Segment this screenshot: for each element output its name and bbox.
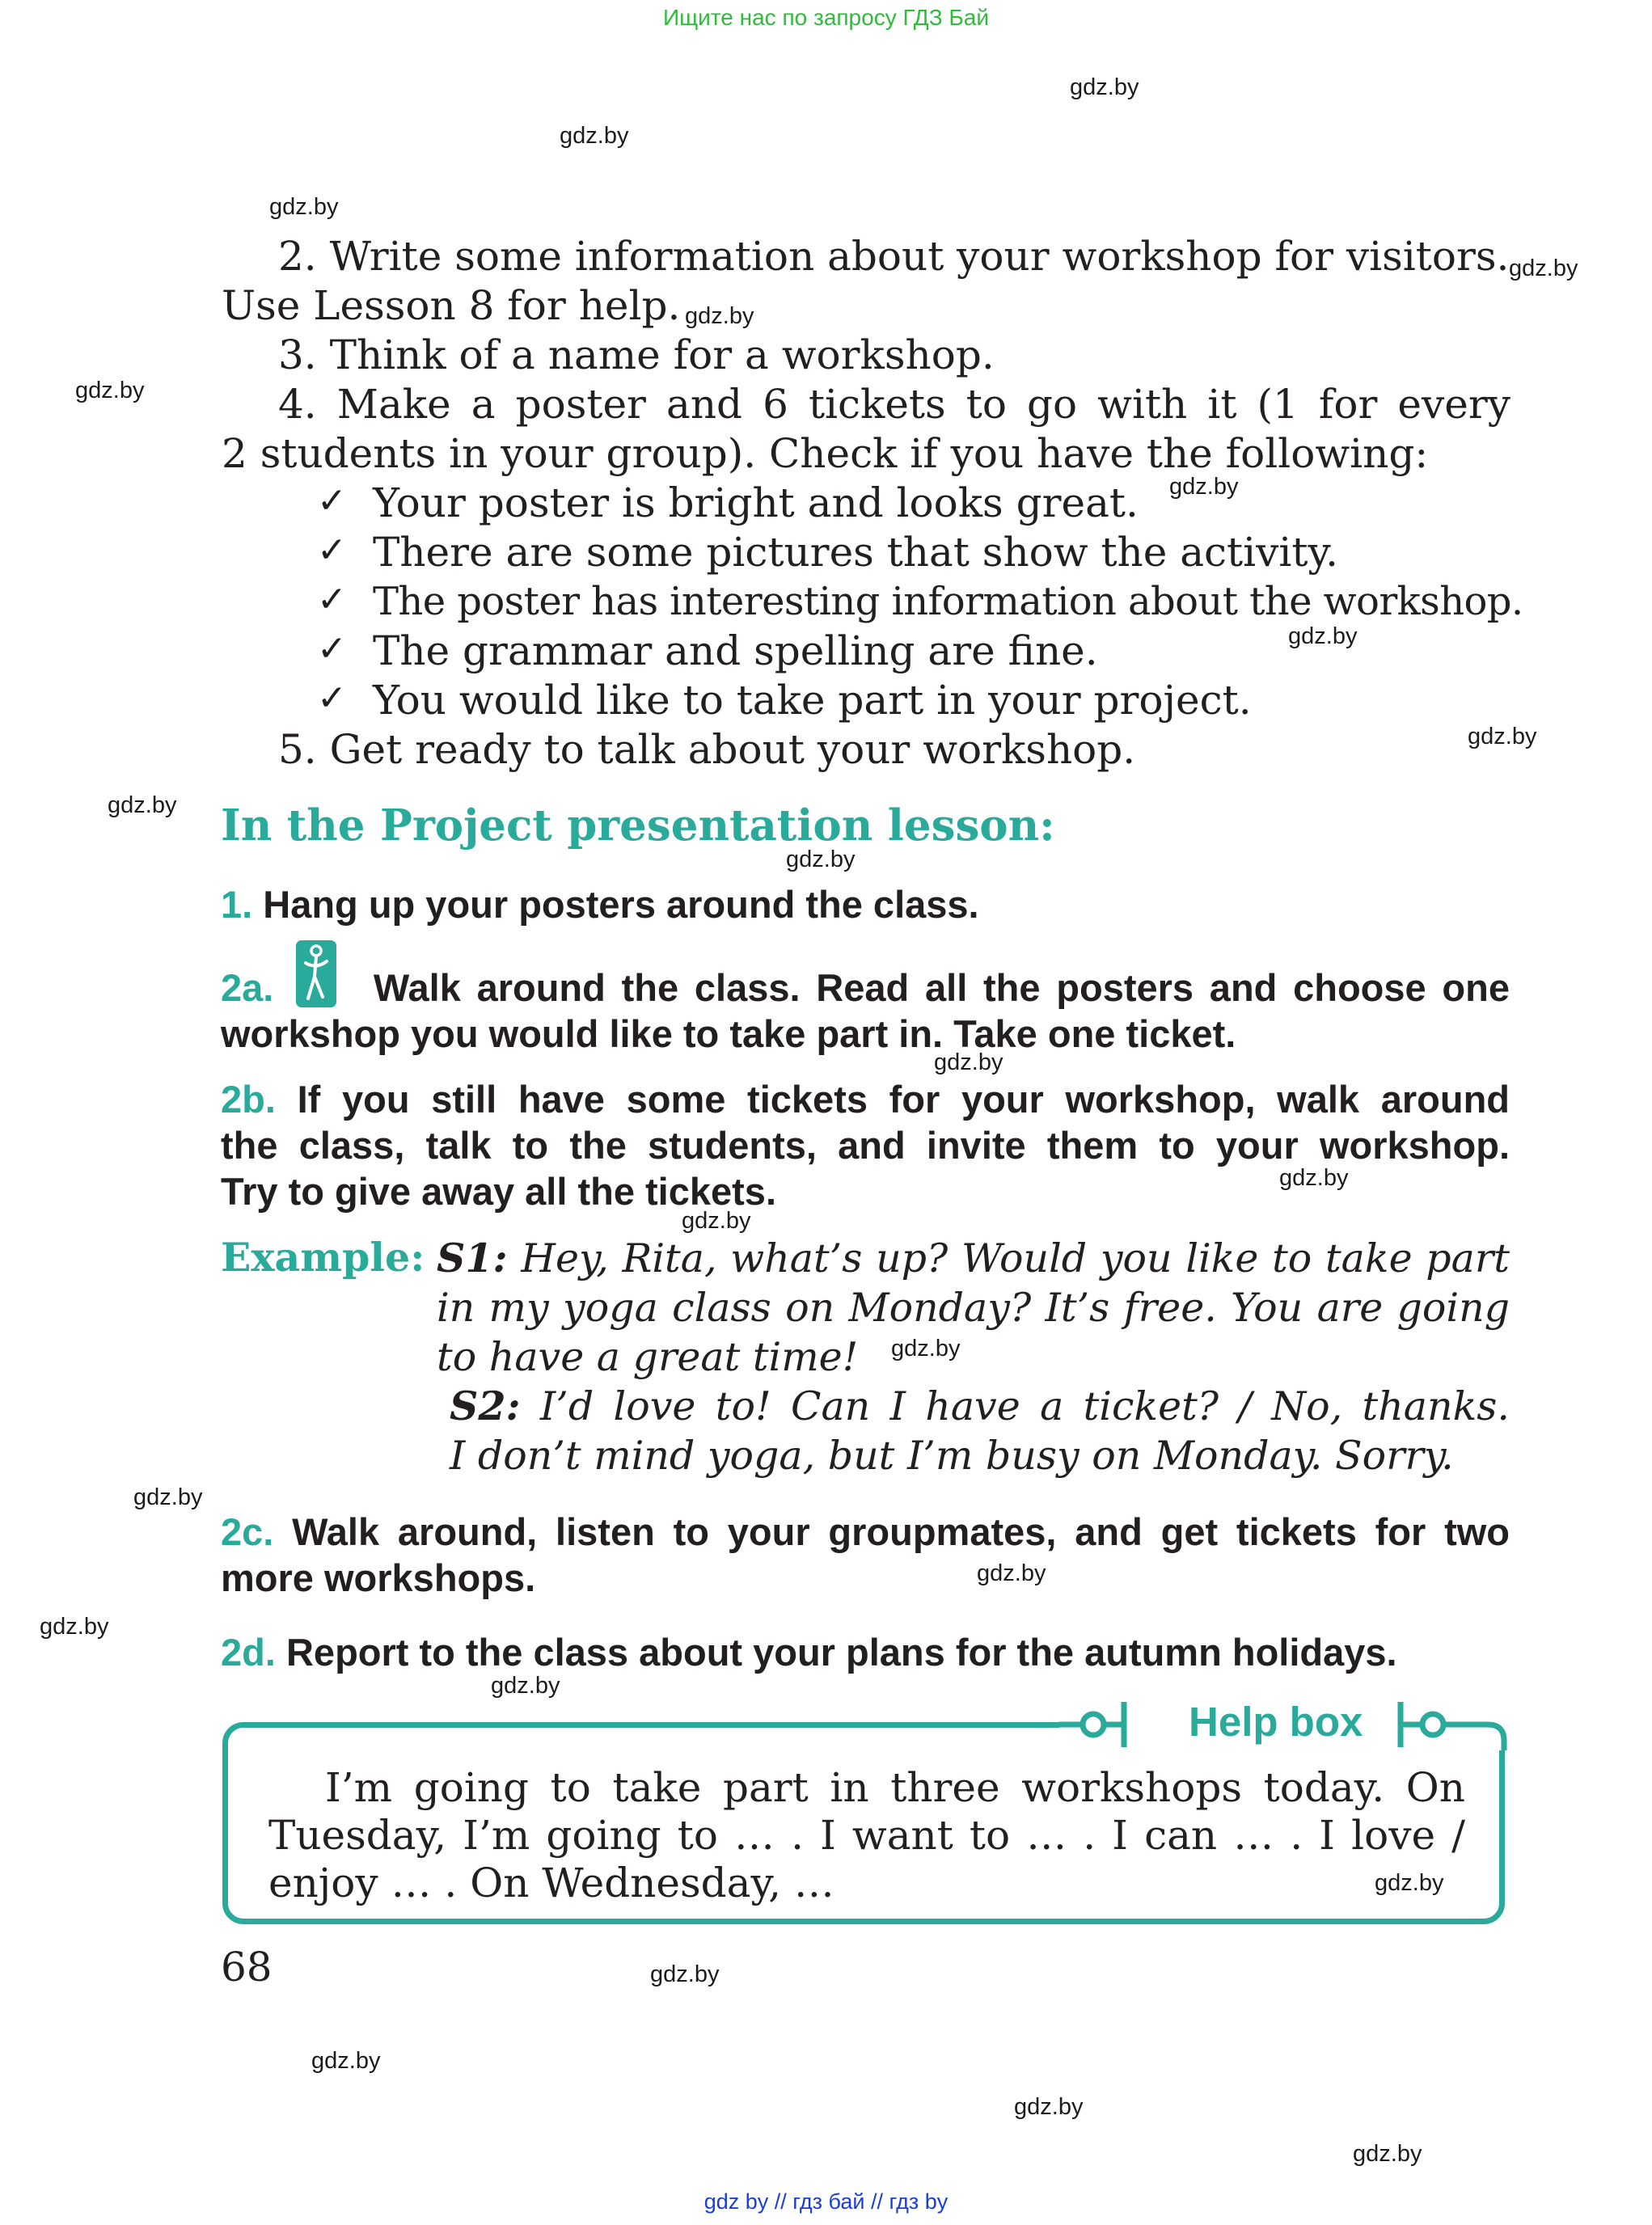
task-text: more workshops. bbox=[221, 1556, 536, 1599]
checklist-item: The poster has interesting information about the workshop. bbox=[373, 579, 1523, 624]
checklist-item: Your poster is bright and looks great. bbox=[373, 479, 1139, 526]
help-box-line-1: I’m going to take part in three workshops today. On bbox=[325, 1764, 1465, 1811]
walking-person-icon bbox=[296, 940, 336, 1007]
watermark: gdz.by bbox=[1375, 1870, 1444, 1896]
task-text: Try to give away all the tickets. bbox=[221, 1170, 777, 1213]
task-number: 2b. bbox=[221, 1078, 276, 1121]
speaker-tag: S2: bbox=[450, 1383, 521, 1429]
task-text: the class, talk to the students, and invite them to your workshop. bbox=[221, 1124, 1510, 1167]
watermark: gdz.by bbox=[560, 123, 629, 149]
check-mark-icon: ✓ bbox=[317, 678, 347, 719]
task-number: 2d. bbox=[221, 1631, 276, 1674]
watermark: gdz.by bbox=[491, 1673, 560, 1699]
watermark: gdz.by bbox=[786, 847, 856, 872]
watermark: gdz.by bbox=[108, 792, 177, 818]
watermark: gdz.by bbox=[75, 378, 145, 403]
help-box-line-2: Tuesday, I’m going to … . I want to … . I can … . I love / bbox=[268, 1812, 1465, 1859]
watermark: gdz.by bbox=[1169, 474, 1239, 500]
checklist-item: The grammar and spelling are fine. bbox=[373, 627, 1098, 674]
check-mark-icon: ✓ bbox=[317, 530, 347, 571]
section-title: In the Project presentation lesson: bbox=[221, 800, 1055, 851]
step-2-line-1: 2. Write some information about your workshop for visitors. bbox=[278, 233, 1510, 280]
example-s1-line-2: in my yoga class on Monday? It’s free. You are going bbox=[437, 1285, 1510, 1331]
step-3: 3. Think of a name for a workshop. bbox=[278, 331, 995, 378]
step-4-line-2: 2 students in your group). Check if you have the following: bbox=[222, 430, 1429, 477]
watermark: gdz.by bbox=[685, 303, 754, 329]
watermark: gdz.by bbox=[133, 1484, 203, 1510]
task-number: 1. bbox=[221, 883, 253, 926]
watermark: gdz.by bbox=[682, 1208, 751, 1234]
task-2c bbox=[221, 1509, 1510, 1601]
page-number: 68 bbox=[221, 1944, 273, 1991]
checklist-item: There are some pictures that show the activity. bbox=[373, 529, 1338, 576]
watermark: gdz.by bbox=[1288, 623, 1358, 649]
watermark: gdz.by bbox=[1279, 1165, 1349, 1191]
check-mark-icon: ✓ bbox=[317, 579, 347, 620]
watermark: gdz.by bbox=[1014, 2094, 1084, 2120]
task-text: If you still have some tickets for your workshop, walk around bbox=[297, 1078, 1510, 1121]
help-box-title: Help box bbox=[1174, 1698, 1377, 1746]
task-2a bbox=[221, 965, 1510, 1057]
watermark: gdz.by bbox=[934, 1049, 1003, 1075]
example-s1-line-1: S1: Hey, Rita, what’s up? Would you like to take part bbox=[437, 1235, 1510, 1281]
watermark: gdz.by bbox=[1070, 74, 1139, 100]
watermark: gdz.by bbox=[977, 1560, 1046, 1586]
task-text: Walk around the class. Read all the posters and choose one bbox=[373, 966, 1510, 1009]
watermark: gdz.by bbox=[1468, 724, 1537, 749]
example-s2-line-2: I don’t mind yoga, but I’m busy on Monday. Sorry. bbox=[450, 1433, 1454, 1479]
task-text: Hang up your posters around the class. bbox=[263, 883, 979, 926]
watermark: gdz.by bbox=[1353, 2141, 1422, 2167]
watermark: gdz.by bbox=[40, 1614, 109, 1640]
check-mark-icon: ✓ bbox=[317, 628, 347, 669]
step-5: 5. Get ready to talk about your workshop. bbox=[278, 726, 1136, 773]
watermark: gdz.by bbox=[311, 2048, 381, 2074]
footer-links[interactable]: gdz by // гдз бай // гдз by bbox=[703, 2189, 949, 2214]
task-text: Report to the class about your plans for the autumn holidays. bbox=[285, 1631, 1397, 1674]
checklist-item: You would like to take part in your project. bbox=[373, 677, 1252, 724]
example-label: Example: bbox=[221, 1234, 425, 1281]
task-number: 2a. bbox=[221, 966, 274, 1009]
task-number: 2c. bbox=[221, 1510, 274, 1553]
watermark: gdz.by bbox=[891, 1336, 961, 1362]
watermark: gdz.by bbox=[269, 194, 339, 220]
step-2-line-2: Use Lesson 8 for help. bbox=[222, 282, 681, 329]
help-box-line-3: enjoy … . On Wednesday, … bbox=[268, 1860, 834, 1906]
example-s1-line-3: to have a great time! bbox=[437, 1334, 859, 1380]
task-1 bbox=[221, 881, 979, 927]
step-4-line-1: 4. Make a poster and 6 tickets to go with it (1 for every bbox=[278, 381, 1510, 428]
task-2d bbox=[221, 1629, 1397, 1675]
watermark: gdz.by bbox=[650, 1961, 720, 1987]
task-2b bbox=[221, 1076, 1510, 1214]
task-text: Walk around, listen to your groupmates, and get tickets for two bbox=[292, 1510, 1510, 1553]
task-text: workshop you would like to take part in. Take one ticket. bbox=[221, 1012, 1236, 1055]
top-banner[interactable]: Ищите нас по запросу ГДЗ Бай bbox=[662, 5, 990, 30]
watermark: gdz.by bbox=[1509, 255, 1578, 281]
check-mark-icon: ✓ bbox=[317, 480, 347, 521]
speaker-tag: S1: bbox=[437, 1235, 508, 1281]
example-s2-line-1: S2: I’d love to! Can I have a ticket? / No, thanks. bbox=[450, 1383, 1510, 1429]
